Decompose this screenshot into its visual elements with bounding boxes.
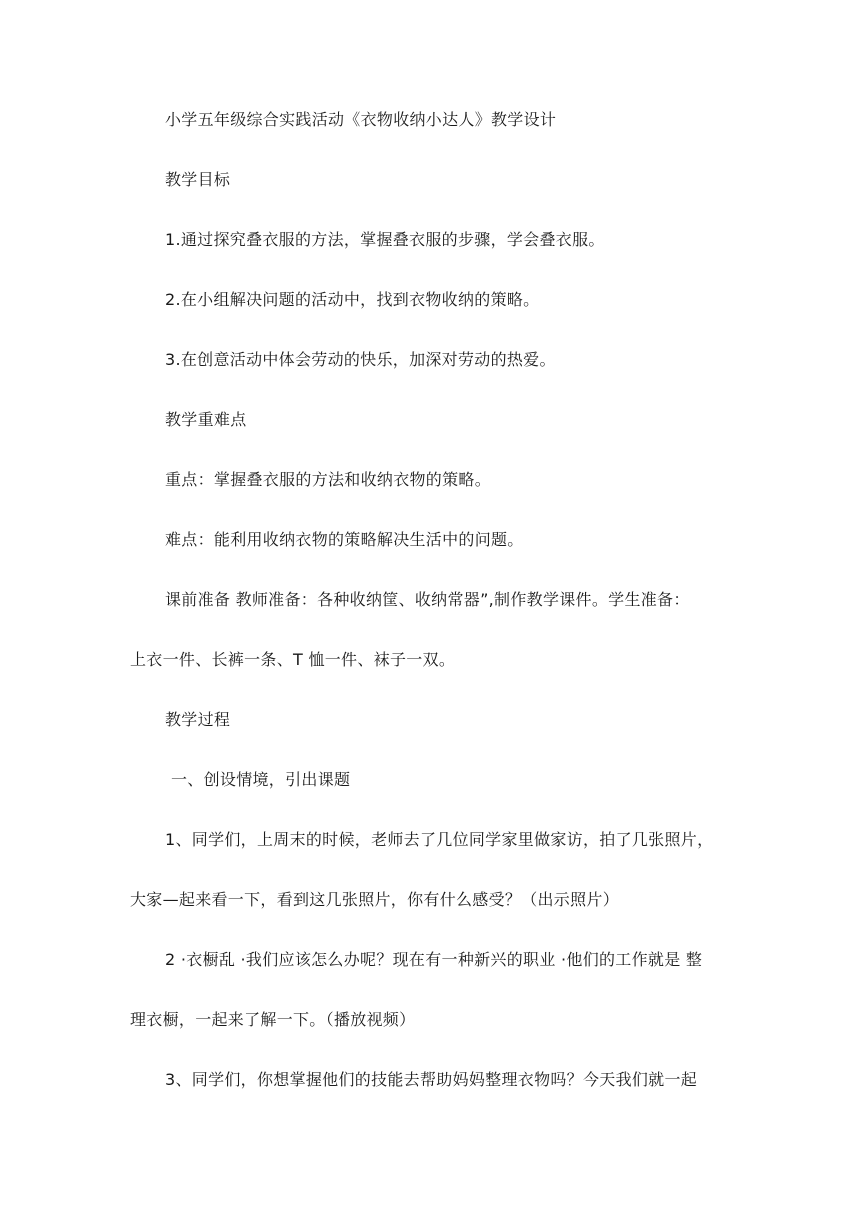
- preparation-line-2: 上衣一件、长裤一条、T 恤一件、袜子一双。: [130, 650, 456, 669]
- step-1-line-1: 1、同学们，上周末的时候，老师去了几位同学家里做家访，拍了几张照片，: [165, 830, 714, 849]
- key-points-heading: 教学重难点: [165, 410, 247, 429]
- step-2-line-1: 2 ·衣橱乱 ·我们应该怎么办呢？现在有一种新兴的职业 ·他们的工作就是 整: [165, 950, 703, 969]
- goal-item-2: 2.在小组解决问题的活动中，找到衣物收纳的策略。: [165, 290, 540, 309]
- section-1-heading: 一、创设情境，引出课题: [171, 770, 351, 789]
- goal-item-3: 3.在创意活动中体会劳动的快乐，加深对劳动的热爱。: [165, 350, 556, 369]
- key-point: 重点：掌握叠衣服的方法和收纳衣物的策略。: [165, 470, 492, 489]
- process-heading: 教学过程: [165, 710, 231, 729]
- preparation-line-1: 课前准备 教师准备：各种收纳筐、收纳常器”,制作教学课件。学生准备：: [165, 590, 690, 609]
- document-title: 小学五年级综合实践活动《衣物收纳小达人》教学设计: [165, 110, 557, 129]
- step-3-line-1: 3、同学们，你想掌握他们的技能去帮助妈妈整理衣物吗？今天我们就一起: [165, 1070, 698, 1089]
- step-1-line-2: 大家—起来看一下，看到这几张照片，你有什么感受？（出示照片）: [130, 890, 620, 909]
- goals-heading: 教学目标: [165, 170, 231, 189]
- step-2-line-2: 理衣橱，一起来了解一下。（播放视频）: [130, 1010, 416, 1029]
- goal-item-1: 1.通过探究叠衣服的方法，掌握叠衣服的步骤，学会叠衣服。: [165, 230, 605, 249]
- difficult-point: 难点：能利用收纳衣物的策略解决生活中的问题。: [165, 530, 524, 549]
